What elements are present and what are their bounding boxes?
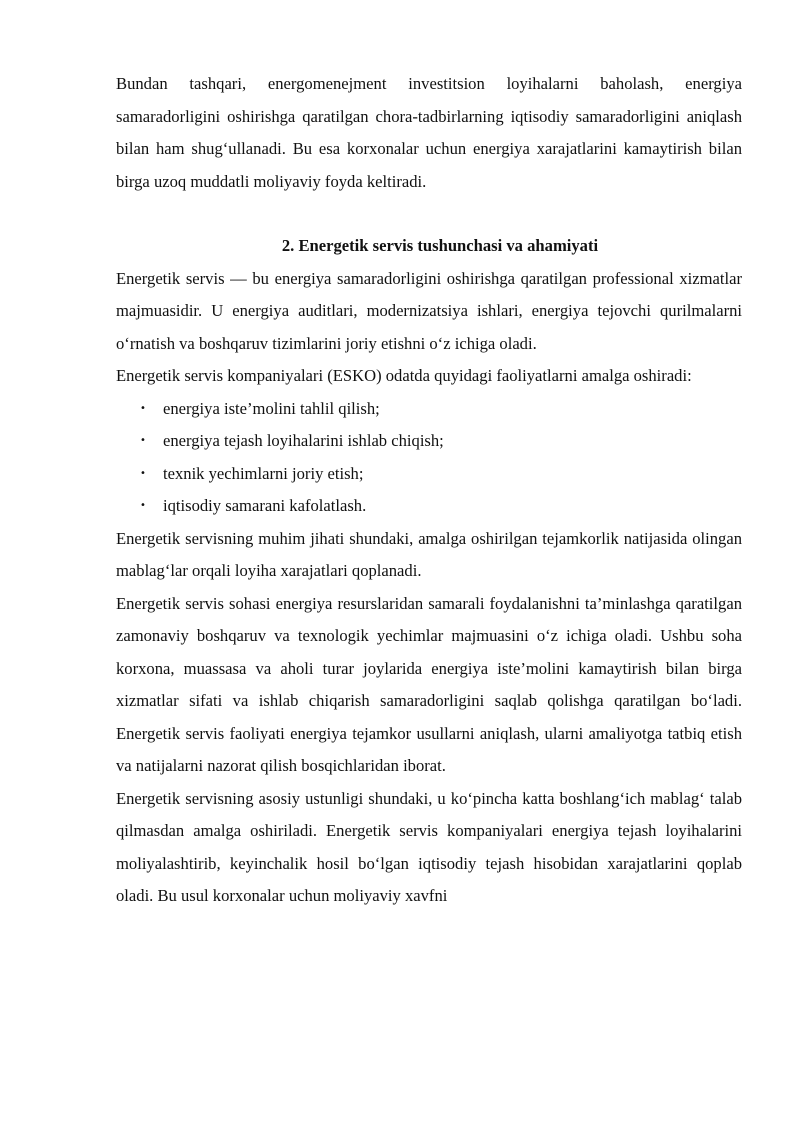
paragraph-spacer	[116, 198, 742, 230]
list-item-text: energiya iste’molini tahlil qilish;	[163, 398, 380, 418]
list-item-text: texnik yechimlarni joriy etish;	[163, 463, 364, 483]
list-item	[116, 458, 742, 491]
document-page	[116, 68, 742, 913]
list-item	[116, 490, 742, 523]
bullet-icon: •	[140, 467, 146, 479]
bullet-icon: •	[140, 402, 146, 414]
section-heading: 2. Energetik servis tushunchasi va ahamiyati	[281, 236, 599, 255]
esko-intro-paragraph: Energetik servis kompaniyalari (ESKO) odatda quyidagi faoliyatlarni amalga oshiradi:	[116, 366, 692, 385]
activities-list	[116, 393, 742, 523]
list-item	[116, 393, 742, 426]
intro-paragraph: Bundan tashqari, energomenejment investitsion loyihalarni baholash, energiya samaradorligini oshirishga qaratilgan chora-tadbirlarning iqtisodiy samaradorligini aniqlash bilan ham shug‘ullanadi. Bu esa korxonalar uchun energiya xarajatlarini kamaytirish bilan birga uzoq muddatli moliyaviy foyda keltiradi.	[116, 74, 742, 191]
list-item	[116, 425, 742, 458]
sector-overview-paragraph: Energetik servis sohasi energiya resurslaridan samarali foydalanishni ta’minlashga qaratilgan zamonaviy boshqaruv va texnologik yechimlar majmuasini o‘z ichiga oladi. Ushbu soha korxona, muassasa va aholi turar joylarida energiya iste’molini kamaytirish bilan birga xizmatlar sifati va ishlab chiqarish samaradorligini saqlab qolishga qaratilgan bo‘ladi. Energetik servis faoliyati energiya tejamkor usullarni aniqlash, ularni amaliyotga tatbiq etish va natijalarni nazorat qilish bosqichlaridan iborat.	[116, 593, 742, 775]
advantage-paragraph: Energetik servisning asosiy ustunligi shundaki, u ko‘pincha katta boshlang‘ich mablag‘ talab qilmasdan amalga oshiriladi. Energetik servis kompaniyalari energiya tejash loyihalarini moliyalashtirib, keyinchalik hosil bo‘lgan iqtisodiy tejash hisobidan xarajatlarini qoplab oladi. Bu usul korxonalar uchun moliyaviy xavfni	[116, 788, 742, 905]
key-aspect-paragraph: Energetik servisning muhim jihati shundaki, amalga oshirilgan tejamkorlik natijasida olingan mablag‘lar orqali loyiha xarajatlari qoplanadi.	[116, 528, 742, 580]
bullet-icon: •	[140, 500, 146, 511]
list-item-text: energiya tejash loyihalarini ishlab chiqish;	[163, 431, 444, 450]
definition-paragraph: Energetik servis — bu energiya samaradorligini oshirishga qaratilgan professional xizmatlar majmuasidir. U energiya auditlari, modernizatsiya ishlari, energiya tejovchi qurilmalarni o‘rnatish va boshqaruv tizimlarini joriy etishni o‘z ichiga oladi.	[116, 268, 742, 353]
bullet-icon: •	[140, 435, 146, 446]
list-item-text: iqtisodiy samarani kafolatlash.	[163, 496, 367, 515]
